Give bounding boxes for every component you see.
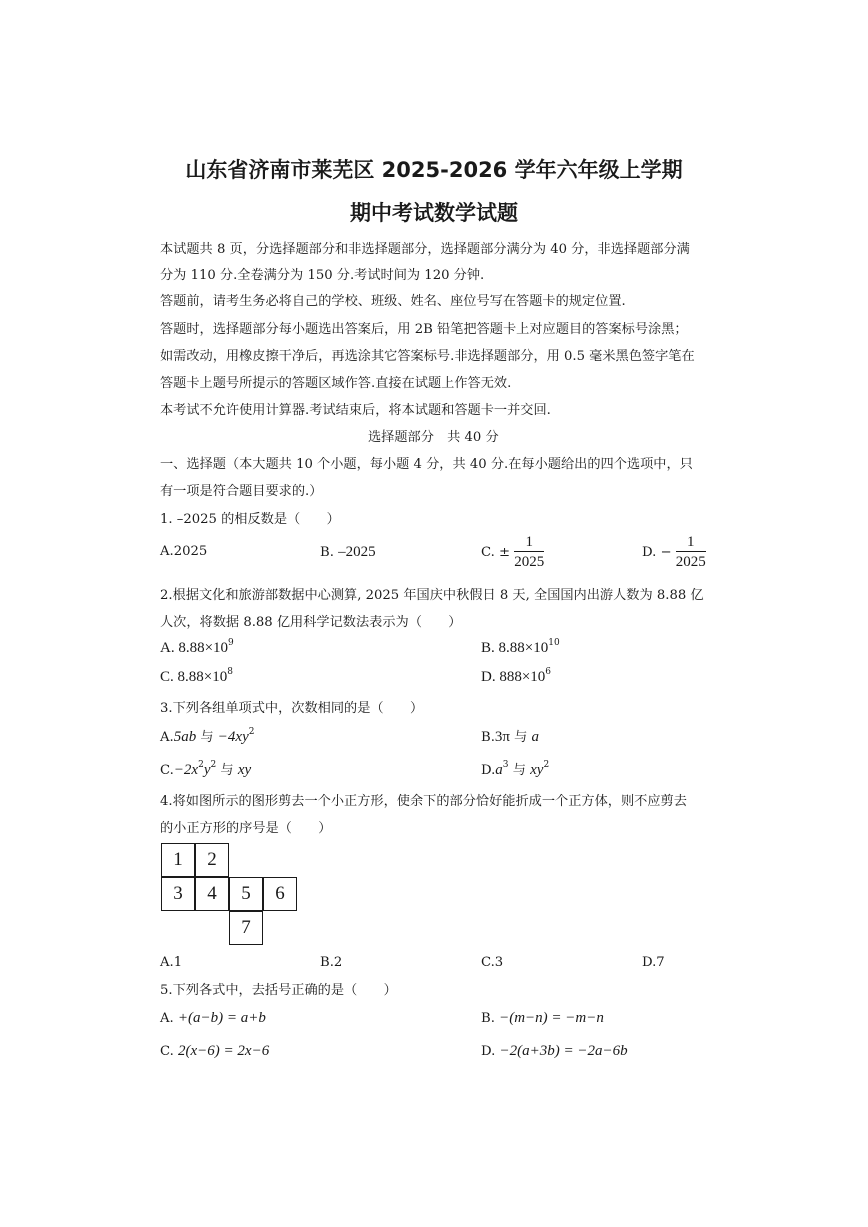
- connector-text: 与: [508, 763, 531, 778]
- fraction-denominator: 2025: [675, 554, 706, 570]
- math-value: –2025: [338, 544, 376, 560]
- option-label: C.: [160, 1044, 174, 1059]
- instruction-line: 本考试不允许使用计算器.考试结束后，将本试题和答题卡一并交回.: [160, 403, 551, 418]
- connector-text: 与: [216, 763, 238, 778]
- math-expr: a: [531, 729, 540, 745]
- instruction-line: 答题时，选择题部分每小题选出答案后，用 2B 铅笔把答题卡上对应题目的答案标号涂黑；: [160, 322, 688, 337]
- math-expr: xy: [530, 762, 544, 778]
- q4-option-d: D.7: [642, 955, 665, 970]
- option-label: D.: [481, 763, 496, 778]
- fraction-numerator: 1: [514, 533, 544, 552]
- option-label: C. ±: [481, 545, 511, 560]
- question-3-stem: 3.下列各组单项式中，次数相同的是（ ）: [160, 701, 424, 716]
- instruction-line: 答题卡上题号所提示的答题区域作答.直接在试题上作答无效.: [160, 376, 512, 391]
- question-5-stem: 5.下列各式中，去括号正确的是（ ）: [160, 983, 397, 998]
- option-label: B.: [481, 730, 495, 745]
- q5-option-d: [481, 1043, 628, 1060]
- q5-option-b: [481, 1010, 604, 1027]
- math-expr: +(a−b) = a+b: [177, 1010, 266, 1026]
- exponent: 2: [543, 760, 550, 770]
- question-2-stem: 人次，将数据 8.88 亿用科学记数法表示为（ ）: [160, 615, 462, 630]
- option-label: A.: [160, 1011, 174, 1026]
- exponent: 3: [502, 760, 509, 770]
- instruction-line: 分为 110 分.全卷满分为 150 分.考试时间为 120 分钟.: [160, 268, 485, 283]
- math-value: B. 8.88×10: [481, 640, 549, 656]
- question-4-stem: 的小正方形的序号是（ ）: [160, 821, 332, 836]
- q5-option-a: [160, 1010, 266, 1027]
- q3-option-b: [481, 726, 539, 746]
- q4-option-a: A.1: [160, 955, 183, 970]
- instruction-line: 本试题共 8 页，分选择题部分和非选择题部分，选择题部分满分为 40 分，非选择题部分满: [160, 242, 690, 257]
- q3-option-a: [160, 726, 254, 746]
- math-expr: a: [495, 762, 503, 778]
- math-expr: 2(x−6) = 2x−6: [178, 1043, 270, 1059]
- math-expr: y: [203, 762, 211, 778]
- question-4-stem: 4.将如图所示的图形剪去一个小正方形，使余下的部分恰好能折成一个正方体，则不应剪去: [160, 794, 687, 809]
- math-expr: −2x: [173, 762, 199, 778]
- q1-option-c: [481, 533, 544, 572]
- question-2-stem: 2.根据文化和旅游部数据中心测算, 2025 年国庆中秋假日 8 天, 全国国内出游人数为 8.88 亿: [160, 588, 704, 603]
- q3-option-c: [160, 759, 251, 779]
- net-square: 3: [161, 877, 195, 911]
- instruction-line: 答题前，请考生务必将自己的学校、班级、姓名、座位号写在答题卡的规定位置.: [160, 294, 626, 309]
- exponent: 6: [545, 667, 552, 677]
- q2-option-d: [481, 669, 551, 686]
- option-label: D.: [481, 1044, 496, 1059]
- fraction-denominator: 2025: [514, 554, 545, 570]
- option-label: B.: [320, 545, 334, 560]
- q1-option-a: A.2025: [160, 544, 208, 559]
- net-square: 4: [195, 877, 229, 911]
- option-label: B.: [481, 1011, 495, 1026]
- math-expr: −(m−n) = −m−n: [499, 1010, 604, 1026]
- fraction: [514, 533, 544, 572]
- option-label: C.: [160, 763, 174, 778]
- math-value: A. 8.88×10: [160, 640, 229, 656]
- net-square: 6: [263, 877, 297, 911]
- part-one-intro: 有一项是符合题目要求的.）: [160, 484, 323, 499]
- question-1-stem: 1. –2025 的相反数是（ ）: [160, 512, 340, 527]
- q5-option-c: [160, 1043, 269, 1060]
- net-square: 7: [229, 911, 263, 945]
- exam-title-line1: 山东省济南市莱芜区 2025-2026 学年六年级上学期: [185, 158, 683, 182]
- fraction: [676, 533, 706, 572]
- q2-option-a: [160, 640, 234, 657]
- math-expr: −4xy: [217, 729, 249, 745]
- q2-option-b: [481, 640, 560, 657]
- instruction-line: 如需改动，用橡皮擦干净后，再选涂其它答案标号.非选择题部分，用 0.5 毫米黑色签字笔在: [160, 349, 695, 364]
- exponent: 2: [210, 760, 217, 770]
- q2-option-c: [160, 669, 233, 686]
- q1-option-b: [320, 544, 376, 561]
- exponent: 8: [227, 667, 233, 677]
- net-square: 1: [161, 843, 195, 877]
- math-expr: 5ab: [173, 729, 197, 745]
- q4-option-c: C.3: [481, 955, 504, 970]
- math-value: C. 8.88×10: [160, 669, 228, 685]
- math-expr: 3π: [494, 729, 510, 745]
- math-expr: xy: [237, 762, 252, 778]
- q4-option-b: B.2: [320, 955, 343, 970]
- section-header: 选择题部分 共 40 分: [368, 430, 499, 445]
- exponent: 9: [228, 638, 234, 648]
- option-label: A.: [160, 730, 174, 745]
- net-square: 5: [229, 877, 263, 911]
- exam-title-line2: 期中考试数学试题: [350, 201, 518, 225]
- math-expr: −2(a+3b) = −2a−6b: [499, 1043, 628, 1059]
- fraction-numerator: 1: [676, 533, 706, 552]
- exponent: 2: [198, 760, 204, 770]
- math-value: D. 888×10: [481, 669, 546, 685]
- part-one-intro: 一、选择题（本大题共 10 个小题，每小题 4 分，共 40 分.在每小题给出的四个选项中，只: [160, 457, 693, 472]
- connector-text: 与: [196, 730, 218, 745]
- exponent: 2: [248, 727, 255, 737]
- connector-text: 与: [509, 730, 532, 745]
- exponent: 10: [548, 638, 560, 648]
- net-square: 2: [195, 843, 229, 877]
- q3-option-d: [481, 759, 549, 779]
- option-label: D. −: [642, 545, 672, 560]
- q1-option-d: [642, 533, 706, 572]
